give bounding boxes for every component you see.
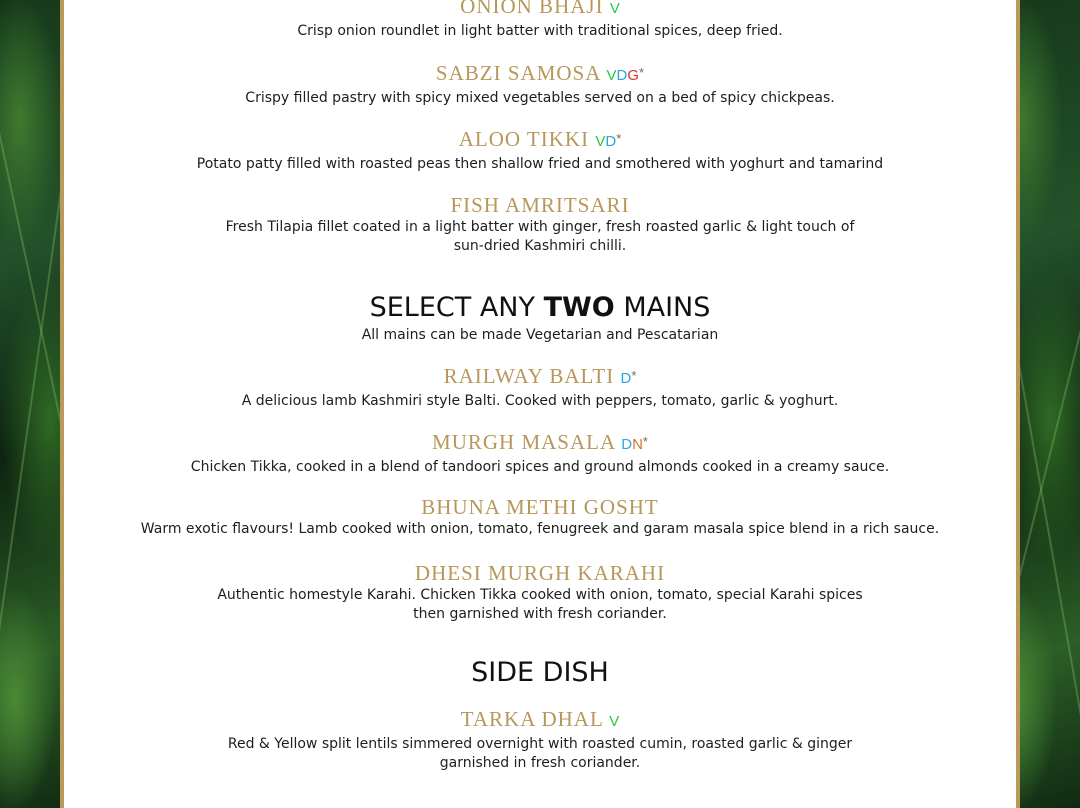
dish-name: ONION BHAJI V	[460, 0, 620, 18]
dish-name: RAILWAY BALTI D*	[443, 364, 637, 388]
menu-item-sabzi-samosa	[64, 61, 1016, 108]
dish-description: Chicken Tikka, cooked in a blend of tandoori spices and ground almonds cooked in a creamy sauce.	[190, 459, 890, 475]
dish-name: FISH AMRITSARI	[450, 193, 630, 217]
section-subtitle-mains: All mains can be made Vegetarian and Pescatarian	[361, 327, 719, 343]
dietary-tags: VDG*	[606, 65, 645, 84]
dish-description: Crispy filled pastry with spicy mixed vegetables served on a bed of spicy chickpeas.	[245, 90, 835, 106]
dish-name: MURGH MASALA DN*	[432, 430, 648, 454]
dietary-tags: D*	[620, 368, 637, 387]
dish-description: Potato patty filled with roasted peas then shallow fried and smothered with yoghurt and tamarind	[196, 156, 884, 172]
menu-item-onion-bhaji	[64, 0, 1016, 41]
menu-card	[60, 0, 1020, 808]
menu-item-tarka-dhal	[64, 707, 1016, 773]
dietary-tags: V	[609, 0, 620, 17]
dish-description: A delicious lamb Kashmiri style Balti. Cooked with peppers, tomato, garlic & yoghurt.	[241, 393, 839, 409]
dietary-tags: V	[609, 713, 620, 730]
dietary-tags: DN*	[621, 434, 648, 453]
dish-description: Crisp onion roundlet in light batter with traditional spices, deep fried.	[297, 23, 783, 39]
dish-name: SABZI SAMOSA VDG*	[435, 61, 645, 85]
dish-description: Red & Yellow split lentils simmered overnight with roasted cumin, roasted garlic & ginger garnished in fresh coriander.	[227, 736, 853, 771]
menu-item-aloo-tikki	[64, 127, 1016, 174]
dish-name: BHUNA METHI GOSHT	[421, 495, 659, 519]
dietary-tags: VD*	[595, 131, 622, 150]
menu-item-railway-balti	[64, 364, 1016, 411]
menu-item-murgh-masala	[64, 430, 1016, 477]
section-title-side-dish: SIDE DISH	[471, 657, 609, 688]
section-title-mains: SELECT ANY TWO MAINS	[369, 292, 711, 323]
dish-description: Warm exotic flavours! Lamb cooked with onion, tomato, fenugreek and garam masala spice blend in a rich sauce.	[140, 521, 940, 537]
dish-description: Fresh Tilapia fillet coated in a light batter with ginger, fresh roasted garlic & light touch of sun-dried Kashmiri chilli.	[225, 219, 855, 254]
dish-name: ALOO TIKKI VD*	[458, 127, 622, 151]
menu-item-bhuna-methi-gosht	[64, 495, 1016, 539]
menu-item-fish-amritsari	[64, 193, 1016, 256]
menu-item-dhesi-murgh-karahi	[64, 561, 1016, 624]
dish-description: Authentic homestyle Karahi. Chicken Tikka cooked with onion, tomato, special Karahi spices then garnished with fresh coriander.	[217, 587, 863, 622]
dish-name: TARKA DHAL V	[460, 707, 620, 731]
dish-name: DHESI MURGH KARAHI	[414, 561, 666, 585]
